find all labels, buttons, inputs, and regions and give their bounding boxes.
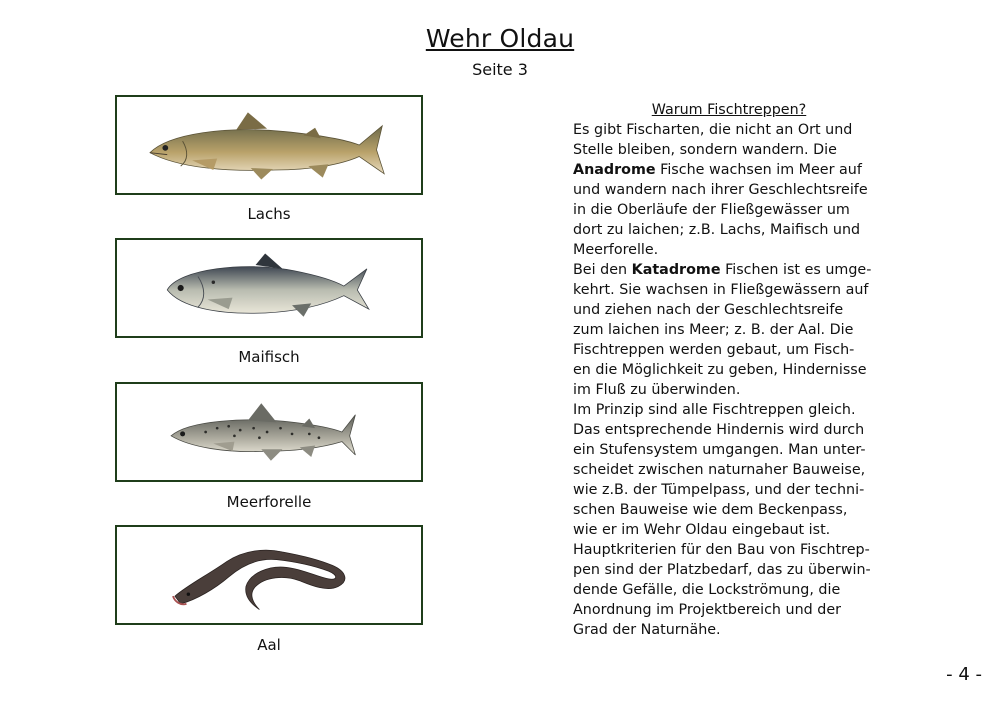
article-line: wie er im Wehr Oldau eingebaut ist. bbox=[573, 522, 831, 538]
article-line: Meerforelle. bbox=[573, 242, 659, 258]
fish-caption-aal: Aal bbox=[257, 636, 281, 654]
article-line bbox=[573, 260, 885, 280]
article-line: Hauptkriterien für den Bau von Fischtrep- bbox=[573, 542, 870, 558]
article-line: pen sind der Platzbedarf, das zu überwin- bbox=[573, 562, 871, 578]
shad-image-frame bbox=[115, 238, 423, 338]
article-line: wie z.B. der Tümpelpass, und der techni- bbox=[573, 482, 865, 498]
page-number: - 4 - bbox=[946, 664, 982, 685]
article-line bbox=[573, 160, 885, 180]
salmon-illustration bbox=[117, 97, 421, 193]
article-line-text: Fische wachsen im Meer auf bbox=[655, 162, 862, 178]
article-line: scheidet zwischen naturnaher Bauweise, bbox=[573, 462, 866, 478]
page-title: Wehr Oldau bbox=[425, 24, 575, 53]
eel-illustration bbox=[117, 527, 421, 623]
article-line: Das entsprechende Hindernis wird durch bbox=[573, 422, 865, 438]
article-line: und wandern nach ihrer Geschlechtsreife bbox=[573, 182, 868, 198]
article-heading: Warum Fischtreppen? bbox=[651, 102, 807, 118]
article-line-text: Bei den bbox=[573, 262, 632, 278]
fish-caption-maifisch: Maifisch bbox=[238, 348, 300, 366]
article-line-text: Fischen ist es umge- bbox=[720, 262, 872, 278]
eel-image-frame bbox=[115, 525, 423, 625]
article-line: im Fluß zu überwinden. bbox=[573, 382, 741, 398]
article-line: zum laichen ins Meer; z. B. der Aal. Die bbox=[573, 322, 854, 338]
sea-trout-illustration bbox=[117, 384, 421, 480]
article-line: Grad der Naturnähe. bbox=[573, 622, 721, 638]
article-line: dort zu laichen; z.B. Lachs, Maifisch und bbox=[573, 222, 861, 238]
salmon-image-frame bbox=[115, 95, 423, 195]
article-line: in die Oberläufe der Fließgewässer um bbox=[573, 202, 850, 218]
article-line: schen Bauweise wie dem Beckenpass, bbox=[573, 502, 848, 518]
fish-caption-meerforelle: Meerforelle bbox=[226, 493, 312, 511]
article-line: en die Möglichkeit zu geben, Hindernisse bbox=[573, 362, 867, 378]
article-term: Anadrome bbox=[573, 162, 656, 178]
fish-caption-lachs: Lachs bbox=[247, 205, 291, 223]
article-line: Anordnung im Projektbereich und der bbox=[573, 602, 842, 618]
article-line: Stelle bleiben, sondern wandern. Die bbox=[573, 142, 837, 158]
article-line: und ziehen nach der Geschlechtsreife bbox=[573, 302, 844, 318]
article-line: kehrt. Sie wachsen in Fließgewässern auf bbox=[573, 282, 869, 298]
article-text bbox=[573, 100, 885, 640]
article-body bbox=[573, 120, 885, 640]
article-line: ein Stufensystem umgangen. Man unter- bbox=[573, 442, 866, 458]
shad-illustration bbox=[117, 240, 421, 336]
sea-trout-image-frame bbox=[115, 382, 423, 482]
article-term: Katadrome bbox=[631, 262, 721, 278]
article-line: Es gibt Fischarten, die nicht an Ort und bbox=[573, 122, 853, 138]
page-subtitle: Seite 3 bbox=[472, 60, 528, 79]
article-line: dende Gefälle, die Lockströmung, die bbox=[573, 582, 841, 598]
article-line: Fischtreppen werden gebaut, um Fisch- bbox=[573, 342, 855, 358]
article-line: Im Prinzip sind alle Fischtreppen gleich. bbox=[573, 402, 856, 418]
